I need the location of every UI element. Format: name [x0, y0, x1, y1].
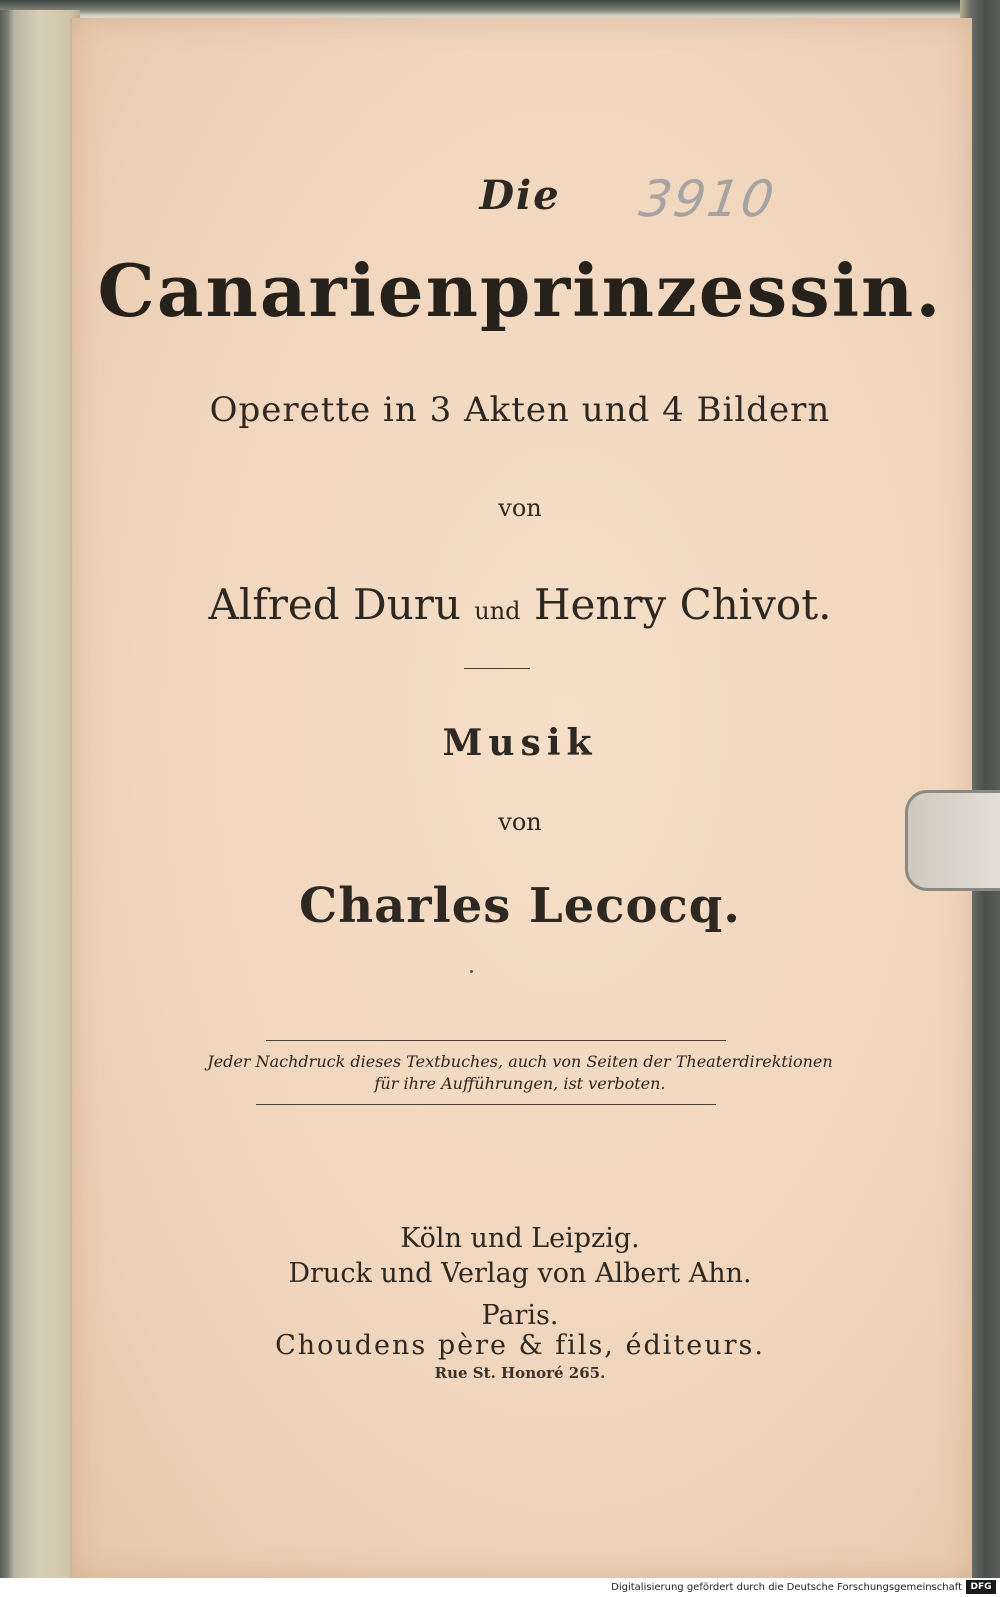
- book-binding: [0, 10, 80, 1590]
- subtitle: Operette in 3 Akten und 4 Bildern: [209, 390, 831, 430]
- digitization-credit: Digitalisierung gefördert durch die Deutsche Forschungsgemeinschaft: [611, 1582, 962, 1593]
- copyright-notice-line-1: Jeder Nachdruck dieses Textbuches, auch von Seiten der Theaterdirektionen: [207, 1052, 833, 1071]
- pencil-call-number: 3910: [635, 170, 780, 228]
- notice-rule-bottom: [256, 1104, 716, 1105]
- copyright-notice-line-2: für ihre Aufführungen, ist verboten.: [374, 1074, 666, 1093]
- author-1: Alfred Duru: [208, 580, 461, 629]
- imprint-address: Rue St. Honoré 265.: [434, 1364, 606, 1382]
- binding-top-edge: [0, 0, 1000, 16]
- title-line-2: Canarienprinzessin.: [97, 248, 943, 333]
- imprint-place-1: Köln und Leipzig.: [400, 1223, 640, 1254]
- divider-short: [464, 668, 530, 669]
- composer: Charles Lecocq.: [298, 878, 742, 934]
- byline-von-1: von: [498, 494, 542, 522]
- title-line-1: Die: [479, 172, 561, 219]
- author-2: Henry Chivot.: [533, 580, 832, 629]
- notice-rule-top: [266, 1040, 726, 1041]
- byline-von-2: von: [498, 808, 542, 836]
- imprint-publisher-2: Choudens père & fils, éditeurs.: [275, 1330, 765, 1361]
- dfg-logo-icon: DFG: [966, 1580, 996, 1594]
- imprint-publisher-1: Druck und Verlag von Albert Ahn.: [288, 1258, 752, 1289]
- bookmark-tab: [905, 790, 1000, 891]
- ink-dot: [470, 970, 473, 973]
- music-heading: Musik: [442, 722, 598, 764]
- imprint-place-2: Paris.: [481, 1300, 559, 1331]
- authors-conjunction: und: [474, 597, 521, 625]
- authors: [70, 580, 970, 629]
